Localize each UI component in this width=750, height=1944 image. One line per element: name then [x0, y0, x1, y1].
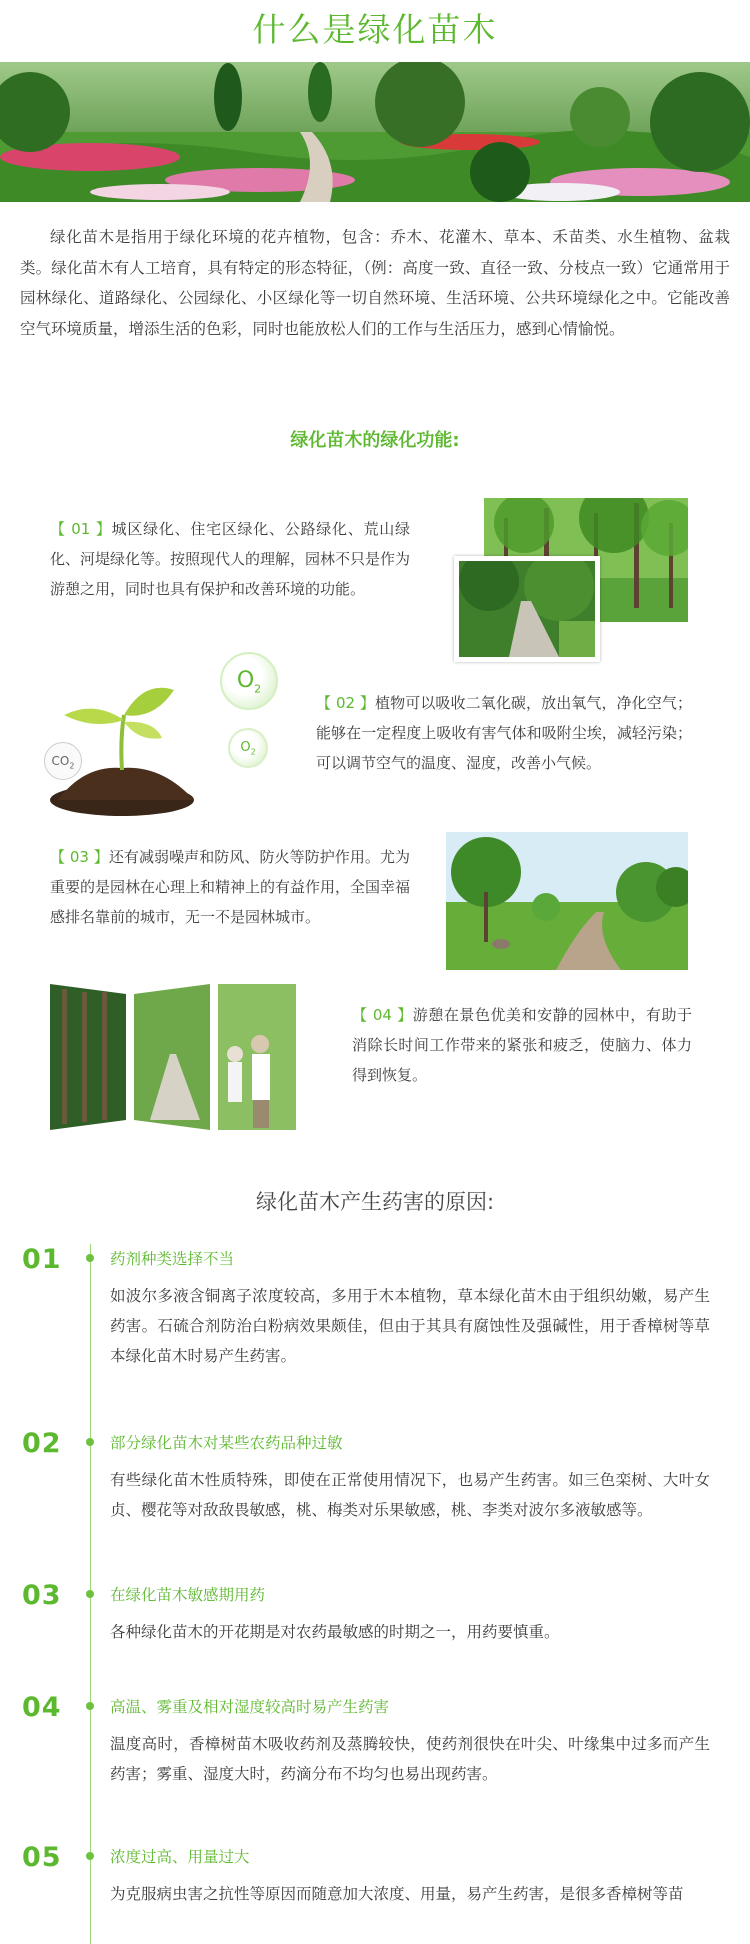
reason-body: 为克服病虫害之抗性等原因而随意加大浓度、用量，易产生药害，是很多香樟树等苗: [110, 1885, 684, 1903]
reason-body: 各种绿化苗木的开花期是对农药最敏感的时期之一，用药要慎重。: [110, 1623, 560, 1641]
functions-heading: 绿化苗木的绿化功能:: [290, 430, 460, 451]
park-lawn-photo: [446, 832, 688, 970]
co2-bubble: $CO_2$: [44, 742, 82, 780]
reasons-heading: 绿化苗木产生药害的原因:: [255, 1190, 495, 1214]
function-text: 游憩在景色优美和安静的园林中，有助于消除长时间工作带来的紧张和疲乏，使脑力、体力得到恢复。: [352, 1006, 692, 1084]
reason-body: 如波尔多液含铜离子浓度较高，多用于木本植物，草本绿化苗木由于组织幼嫩，易产生药害。石硫合剂防治白粉病效果颇佳，但由于其具有腐蚀性及强碱性，用于香樟树等草本绿化苗木时易产生药害。: [110, 1287, 710, 1365]
reason-title: 高温、雾重及相对湿度较高时易产生药害: [110, 1698, 390, 1716]
reason-number: 05: [22, 1842, 62, 1873]
intro-paragraph: 绿化苗木是指用于绿化环境的花卉植物，包含：乔木、花灌木、草本、禾苗类、水生植物、盆栽类。绿化苗木有人工培育，具有特定的形态特征，（例：高度一致、直径一致、分枝点一致）它通常用于园林绿化、道路绿化、公园绿化、小区绿化等一切自然环境、生活环境、公共环境绿化之中。它能改善空气环境质量，增添生活的色彩，同时也能放松人们的工作与生活压力，感到心情愉悦。: [20, 228, 730, 338]
timeline-dot: [86, 1438, 94, 1446]
reason-number: 02: [22, 1428, 62, 1459]
page-title: 什么是绿化苗木: [252, 10, 498, 49]
reason-number: 03: [22, 1580, 62, 1611]
function-item-03: [50, 842, 410, 932]
function-item-01: [50, 514, 410, 604]
timeline-dot: [86, 1702, 94, 1710]
timeline-dot: [86, 1254, 94, 1262]
timeline-dot: [86, 1590, 94, 1598]
timeline-dot: [86, 1852, 94, 1860]
function-item-04: [352, 1000, 692, 1090]
garden-banner-image: [0, 62, 750, 202]
function-number: 【 02 】: [316, 694, 376, 712]
o2-bubble-small: $O_2$: [228, 728, 268, 768]
o2-bubble-large: $O_2$: [220, 652, 278, 710]
walking-couple-photo-panels: [50, 984, 296, 1130]
reason-title: 在绿化苗木敏感期用药: [110, 1586, 266, 1604]
function-text: 城区绿化、住宅区绿化、公路绿化、荒山绿化、河堤绿化等。按照现代人的理解，园林不只是作为游憩之用，同时也具有保护和改善环境的功能。: [50, 520, 411, 598]
reason-number: 04: [22, 1692, 62, 1723]
function-number: 【 01 】: [50, 520, 112, 538]
reason-title: 浓度过高、用量过大: [110, 1848, 250, 1866]
function-text: 植物可以吸收二氧化碳，放出氧气，净化空气；能够在一定程度上吸收有害气体和吸附尘埃，减轻污染；可以调节空气的温度、湿度，改善小气候。: [316, 694, 692, 772]
reason-body: 有些绿化苗木性质特殊，即使在正常使用情况下，也易产生药害。如三色栾树、大叶女贞、樱花等对敌敌畏敏感，桃、梅类对乐果敏感，桃、李类对波尔多液敏感等。: [110, 1471, 710, 1519]
park-path-photo: [454, 556, 600, 662]
function-text: 还有减弱噪声和防风、防火等防护作用。尤为重要的是园林在心理上和精神上的有益作用，全国幸福感排名靠前的城市，无一不是园林城市。: [50, 848, 411, 926]
function-number: 【 03 】: [50, 848, 109, 866]
function-item-02: [316, 688, 692, 778]
reason-title: 药剂种类选择不当: [110, 1250, 235, 1268]
reason-body: 温度高时，香樟树苗木吸收药剂及蒸腾较快，使药剂很快在叶尖、叶缘集中过多而产生药害；雾重、湿度大时，药滴分布不均匀也易出现药害。: [110, 1735, 710, 1783]
reason-title: 部分绿化苗木对某些农药品种过敏: [110, 1434, 343, 1452]
reason-number: 01: [22, 1244, 62, 1275]
function-number: 【 04 】: [352, 1006, 413, 1024]
